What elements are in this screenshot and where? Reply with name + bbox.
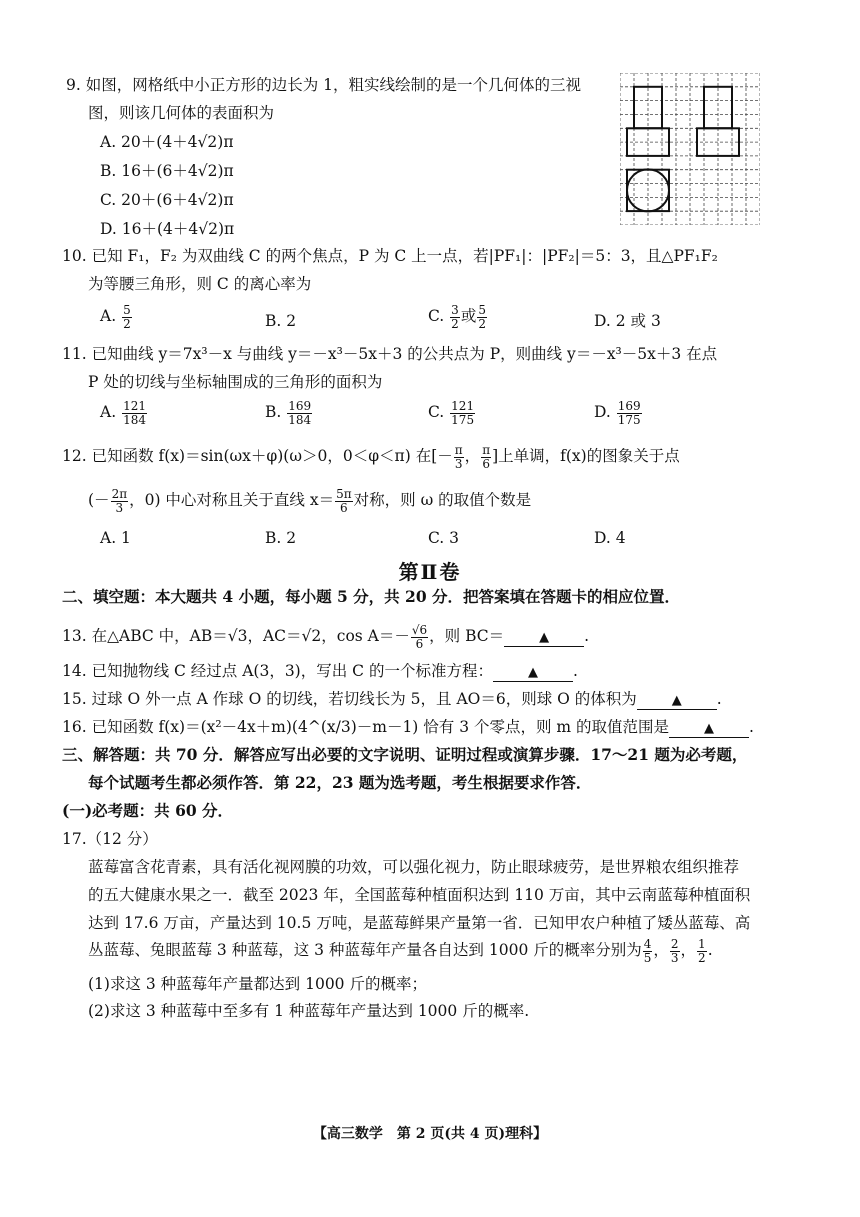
q15: 15. 过球 O 外一点 A 作球 O 的切线，若切线长为 5，且 AO＝6，则球 O 的体积为 ▲ . bbox=[62, 690, 722, 708]
page-footer: 【高三数学 第 2 页(共 4 页)理科】 bbox=[312, 1126, 548, 1142]
q9-option-b: B. 16＋(6＋4√2)π bbox=[100, 162, 234, 180]
q10-line1: 10. 已知 F₁，F₂ 为双曲线 C 的两个焦点，P 为 C 上一点，若|PF₁|：|PF₂|＝5：3，且△PF₁F₂ bbox=[62, 247, 718, 265]
q11-line1: 11. 已知曲线 y＝7x³－x 与曲线 y＝－x³－5x＋3 的公共点为 P，则曲线 y＝－x³－5x＋3 在点 bbox=[62, 345, 718, 363]
q13-answer-blank[interactable]: ▲ bbox=[504, 630, 584, 647]
q12-line1: 12. 已知函数 f(x)＝sin(ωx＋φ)(ω＞0，0＜φ＜π) 在[－ $\frac{\pi}{3}$ ， $\frac{\pi}{6}$ ]上单调，f(x)的图象关于点 bbox=[62, 443, 680, 471]
q11-line2: P 处的切线与坐标轴围成的三角形的面积为 bbox=[88, 373, 383, 391]
q10-option-c: C. $\frac{3}{2}$ 或 $\frac{5}{2}$ bbox=[428, 303, 486, 331]
q17-heading: 17.（12 分） bbox=[62, 830, 158, 848]
q14-answer-blank[interactable]: ▲ bbox=[493, 665, 573, 682]
q10-option-b: B. 2 bbox=[265, 312, 297, 330]
q17-para-line1: 蓝莓富含花青素，具有活化视网膜的功效，可以强化视力，防止眼球疲劳，是世界粮农组织推荐 bbox=[88, 858, 740, 876]
q11-option-a: A. $\frac{121}{184}$ bbox=[100, 399, 146, 427]
part2-title: 第Ⅱ卷 bbox=[398, 560, 462, 584]
q15-answer-blank[interactable]: ▲ bbox=[637, 693, 717, 710]
q11-option-b: B. $\frac{169}{184}$ bbox=[265, 399, 312, 427]
q17-sub1: (1)求这 3 种蓝莓年产量都达到 1000 斤的概率； bbox=[88, 975, 427, 993]
section2-instructions: 二、填空题：本大题共 4 小题，每小题 5 分，共 20 分．把答案填在答题卡的相应位置． bbox=[62, 587, 681, 606]
q12-line2: (－ $\frac{2\pi}{3}$ ，0) 中心对称且关于直线 x＝ $\frac{5\pi}{6}$ 对称，则 ω 的取值个数是 bbox=[88, 487, 532, 515]
q16: 16. 已知函数 f(x)＝(x²－4x＋m)(4^(x/3)－m－1) 恰有 3 个零点，则 m 的取值范围是 ▲ . bbox=[62, 718, 754, 736]
q12-option-a: A. 1 bbox=[100, 529, 131, 547]
q12-option-b: B. 2 bbox=[265, 529, 297, 547]
q17-para-line4: 丛蓝莓、兔眼蓝莓 3 种蓝莓，这 3 种蓝莓年产量各自达到 1000 斤的概率分别为 $\frac{4}{5}$ ， $\frac{2}{3}$ ， $\frac{1}{2}$ . bbox=[88, 937, 713, 965]
q17-para-line3: 达到 17.6 万亩，产量达到 10.5 万吨，是蓝莓鲜果产量第一省．已知甲农户种植了矮丛蓝莓、高 bbox=[88, 914, 751, 932]
q9-line2: 图，则该几何体的表面积为 bbox=[88, 104, 275, 122]
q9-option-a: A. 20＋(4＋4√2)π bbox=[100, 133, 234, 151]
q12-option-d: D. 4 bbox=[594, 529, 626, 547]
q11-option-d: D. $\frac{169}{175}$ bbox=[594, 399, 641, 427]
section3-instructions-line2: 每个试题考生都必须作答．第 22，23 题为选考题，考生根据要求作答． bbox=[88, 773, 592, 792]
q12-option-c: C. 3 bbox=[428, 529, 460, 547]
q10-line2: 为等腰三角形，则 C 的离心率为 bbox=[88, 275, 312, 293]
section3-instructions-line1: 三、解答题：共 70 分．解答应写出必要的文字说明、证明过程或演算步骤．17～21 题为必考题， bbox=[62, 745, 748, 764]
required-questions-heading: (一)必考题：共 60 分． bbox=[62, 801, 234, 820]
q10-option-d: D. 2 或 3 bbox=[594, 312, 661, 330]
q13: 13. 在△ABC 中，AB＝√3，AC＝√2，cos A＝－ $\frac{√6}{6}$ ，则 BC＝ ▲ . bbox=[62, 623, 590, 651]
q16-answer-blank[interactable]: ▲ bbox=[669, 721, 749, 738]
q17-para-line2: 的五大健康水果之一．截至 2023 年，全国蓝莓种植面积达到 110 万亩，其中云南蓝莓种植面积 bbox=[88, 886, 751, 904]
q9-line1: 9. 如图，网格纸中小正方形的边长为 1，粗实线绘制的是一个几何体的三视 bbox=[66, 76, 582, 94]
three-view-figure bbox=[620, 73, 760, 225]
q14: 14. 已知抛物线 C 经过点 A(3，3)，写出 C 的一个标准方程： ▲ . bbox=[62, 662, 578, 680]
q11-option-c: C. $\frac{121}{175}$ bbox=[428, 399, 475, 427]
q10-option-a: A. $\frac{5}{2}$ bbox=[100, 303, 131, 331]
q17-sub2: (2)求这 3 种蓝莓中至多有 1 种蓝莓年产量达到 1000 斤的概率. bbox=[88, 1002, 530, 1020]
q9-option-c: C. 20＋(6＋4√2)π bbox=[100, 191, 234, 209]
q9-option-d: D. 16＋(4＋4√2)π bbox=[100, 220, 235, 238]
